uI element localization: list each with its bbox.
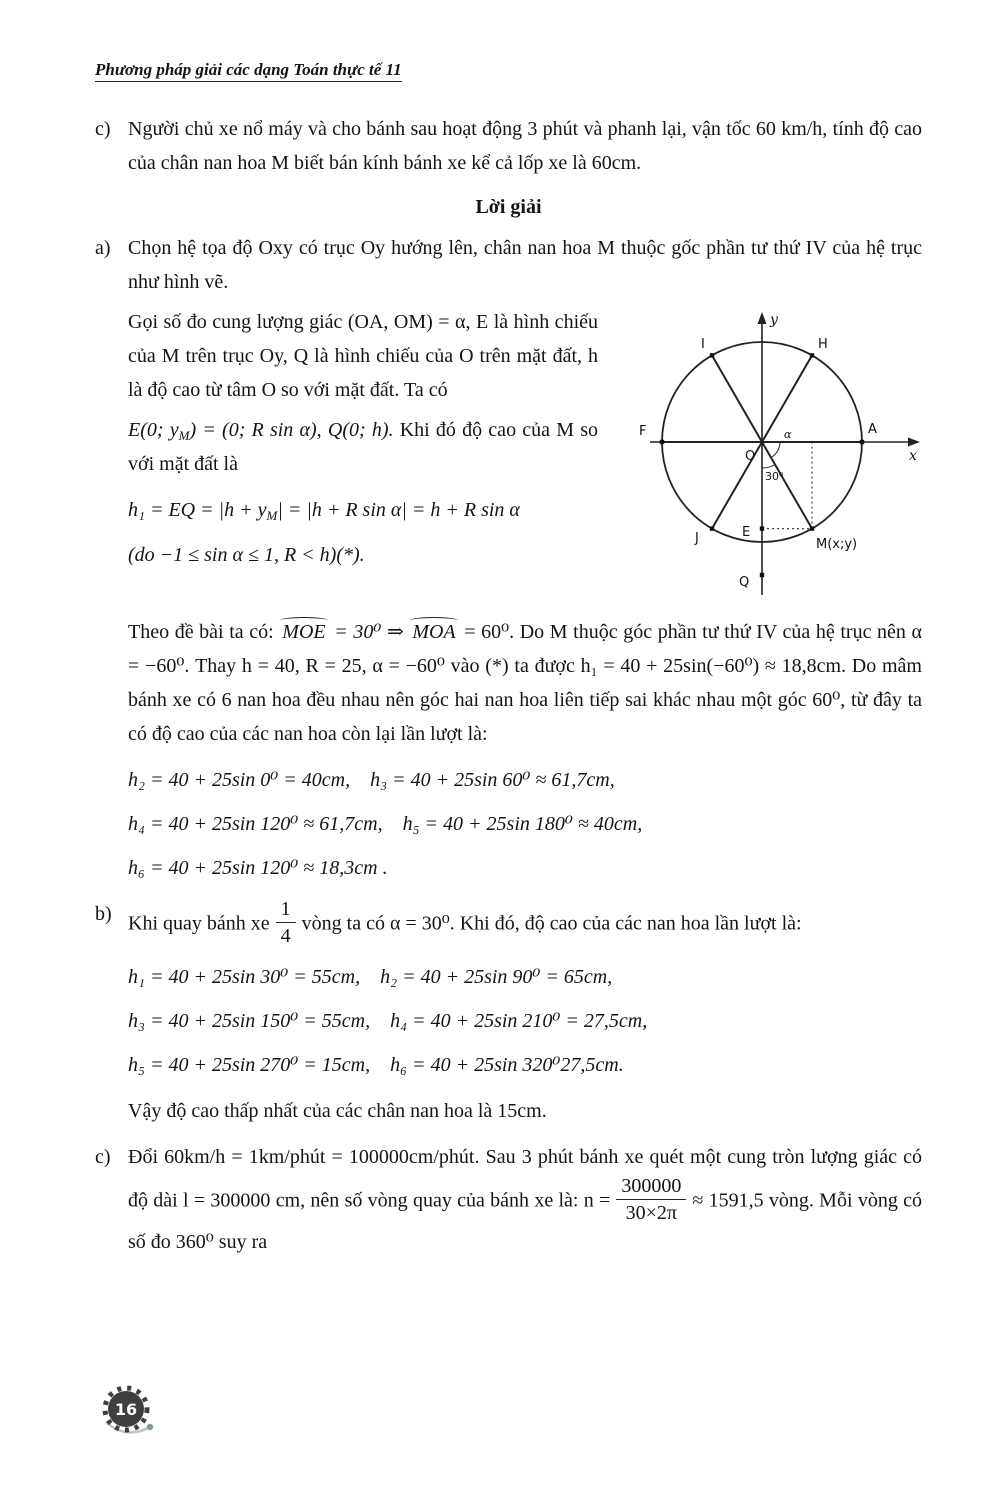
b-paragraph-1 xyxy=(128,897,922,948)
solution-part-c2 xyxy=(95,1140,922,1259)
b-formula-h5-h6 xyxy=(128,1050,922,1080)
solution-part-c-body xyxy=(128,1140,922,1259)
label-A: A xyxy=(868,422,877,437)
solution-part-a xyxy=(95,231,922,883)
point-A xyxy=(860,440,864,444)
text-run: Đổi 60km/h = 1km/phút = 100000cm/phút. Sau 3 phút bánh xe quét một cung tròn lượng giác có độ dài l = 300000 cm, nên số vòng quay của bánh xe là: n = xyxy=(128,1146,922,1212)
text-run: vòng ta có α = 30⁰. Khi đó, độ cao của các nan hoa lần lượt là: xyxy=(301,912,802,935)
list-label-c: c) xyxy=(95,118,111,140)
math-run: h₆ = 40 + 25sin 120⁰ ≈ 18,3cm . xyxy=(128,857,388,879)
a-formula-h6 xyxy=(128,853,922,883)
a-formula-h2-h3 xyxy=(128,765,922,795)
label-y-axis: y xyxy=(770,312,778,328)
point-E xyxy=(760,526,764,530)
spoke-OI xyxy=(712,355,762,442)
point-J xyxy=(710,526,714,530)
problem-part-c-text: Người chủ xe nổ máy và cho bánh sau hoạt động 3 phút và phanh lại, vận tốc 60 km/h, tính độ cao của chân nan hoa M biết bán kính bánh xe kể cả lốp xe là 60cm. xyxy=(128,118,922,174)
solution-part-a-body xyxy=(128,231,922,883)
y-axis-arrow xyxy=(758,312,767,324)
list-label-c2: c) xyxy=(95,1146,111,1168)
a-paragraph-2: Gọi số đo cung lượng giác (OA, OM) = α, E là hình chiếu của M trên trục Oy, Q là hình chiếu của O trên mặt đất, h là độ cao từ tâm O so với mặt đất. Ta có xyxy=(128,311,598,401)
label-alpha: α xyxy=(784,428,792,441)
b-conclusion: Vậy độ cao thấp nhất của các chân nan hoa là 15cm. xyxy=(128,1100,547,1122)
math-run: ) = (0; R sin α), Q(0; h). xyxy=(189,419,394,441)
label-M: M(x;y) xyxy=(816,537,858,552)
problem-part-c xyxy=(95,112,922,180)
list-label-a: a) xyxy=(95,237,111,259)
math-run: h₂ = 40 + 25sin 0⁰ = 40cm, h₃ = 40 + 25sin 60⁰ ≈ 61,7cm, xyxy=(128,769,615,791)
text-run: Khi đó độ cao của M so với mặt đất là xyxy=(128,419,598,476)
label-angle-30: 30⁰ xyxy=(765,470,784,483)
unit-circle-svg xyxy=(612,307,922,607)
label-E: E xyxy=(742,525,751,540)
label-F: F xyxy=(639,424,647,439)
math-run: h₁ = 40 + 25sin 30⁰ = 55cm, h₂ = 40 + 25sin 90⁰ = 65cm, xyxy=(128,966,613,988)
text-run: Theo đề bài ta có: xyxy=(128,621,280,643)
a-formula-h4-h5 xyxy=(128,809,922,839)
running-header xyxy=(0,0,1000,80)
label-x-axis: x xyxy=(909,448,917,464)
point-F xyxy=(660,440,664,444)
solution-part-b xyxy=(95,897,922,1128)
solution-heading: Lời giải xyxy=(475,196,542,218)
math-run: E(0; y xyxy=(128,419,179,441)
math-subscript: M xyxy=(266,508,278,524)
text-run: = 60⁰. Do M thuộc góc phần tư thứ IV của hệ trục nên α = −60⁰. Thay h = 40, R = 25, α = −60⁰ vào (*) ta được h₁ = 40 + 25sin(−60⁰) ≈ 18,8cm. Do mâm bánh xe có 6 nan hoa đều nhau nên góc hai nan hoa liên tiếp sai khác nhau một góc 60⁰, từ đây ta có độ cao của các nan hoa còn lại lần lượt là: xyxy=(128,621,923,745)
c-paragraph xyxy=(128,1140,922,1259)
label-I: I xyxy=(701,337,705,352)
a-paragraph-3 xyxy=(128,615,922,751)
a-paragraph-1: Chọn hệ tọa độ Oxy có trục Oy hướng lên, chân nan hoa M thuộc gốc phần tư thứ IV của hệ trục như hình vẽ. xyxy=(128,237,922,293)
point-Q xyxy=(760,573,764,577)
label-Q: Q xyxy=(739,575,750,590)
solution-part-b-body xyxy=(128,897,922,1128)
running-header-title: Phương pháp giải các dạng Toán thực tế 11 xyxy=(95,60,402,82)
math-run: = 30⁰ ⇒ xyxy=(328,621,410,643)
badge-dot xyxy=(147,1424,153,1430)
fraction-revolutions xyxy=(616,1174,686,1225)
unit-circle-figure xyxy=(612,307,922,607)
math-subscript: M xyxy=(178,428,190,443)
label-O: O xyxy=(745,449,756,464)
b-formula-h1-h2 xyxy=(128,962,922,992)
point-H xyxy=(810,353,814,357)
label-J: J xyxy=(695,531,699,546)
b-formula-h3-h4 xyxy=(128,1006,922,1036)
spoke-OM xyxy=(762,442,812,529)
math-run: h₃ = 40 + 25sin 150⁰ = 55cm, h₄ = 40 + 25sin 210⁰ = 27,5cm, xyxy=(128,1010,648,1032)
alpha-angle-arc xyxy=(771,442,780,458)
fraction-denominator: 30×2π xyxy=(625,1202,678,1224)
math-arc-MOA: MOA xyxy=(412,621,456,643)
math-arc-MOE: MOE xyxy=(282,621,326,643)
page-number-text: 16 xyxy=(114,1400,138,1419)
point-I xyxy=(710,353,714,357)
fraction-numerator: 300000 xyxy=(616,1174,686,1200)
math-run: | = |h + R sin α| = h + R sin α xyxy=(277,499,520,522)
angle-30-arc xyxy=(762,465,775,469)
math-run: h₁ = EQ = |h + y xyxy=(128,499,267,522)
page-number-badge xyxy=(98,1382,162,1452)
fraction-one-quarter xyxy=(276,897,296,948)
fraction-numerator: 1 xyxy=(276,897,296,923)
fraction-denominator: 4 xyxy=(280,925,291,947)
point-M xyxy=(810,526,814,530)
x-axis-arrow xyxy=(908,438,920,447)
math-run: h₄ = 40 + 25sin 120⁰ ≈ 61,7cm, h₅ = 40 + 25sin 180⁰ ≈ 40cm, xyxy=(128,813,643,835)
page-number-gear xyxy=(98,1382,162,1446)
page-content xyxy=(0,80,1000,1259)
list-label-b: b) xyxy=(95,903,112,925)
text-run: Khi quay bánh xe xyxy=(128,912,270,935)
math-run: h₅ = 40 + 25sin 270⁰ = 15cm, h₆ = 40 + 25sin 320⁰27,5cm. xyxy=(128,1054,624,1076)
label-H: H xyxy=(818,337,828,352)
math-run: (do −1 ≤ sin α ≤ 1, R < h)(*). xyxy=(128,543,365,566)
text-run: ≈ 1591,5 vòng. Mỗi vòng có số đo 360⁰ suy ra xyxy=(128,1189,922,1253)
